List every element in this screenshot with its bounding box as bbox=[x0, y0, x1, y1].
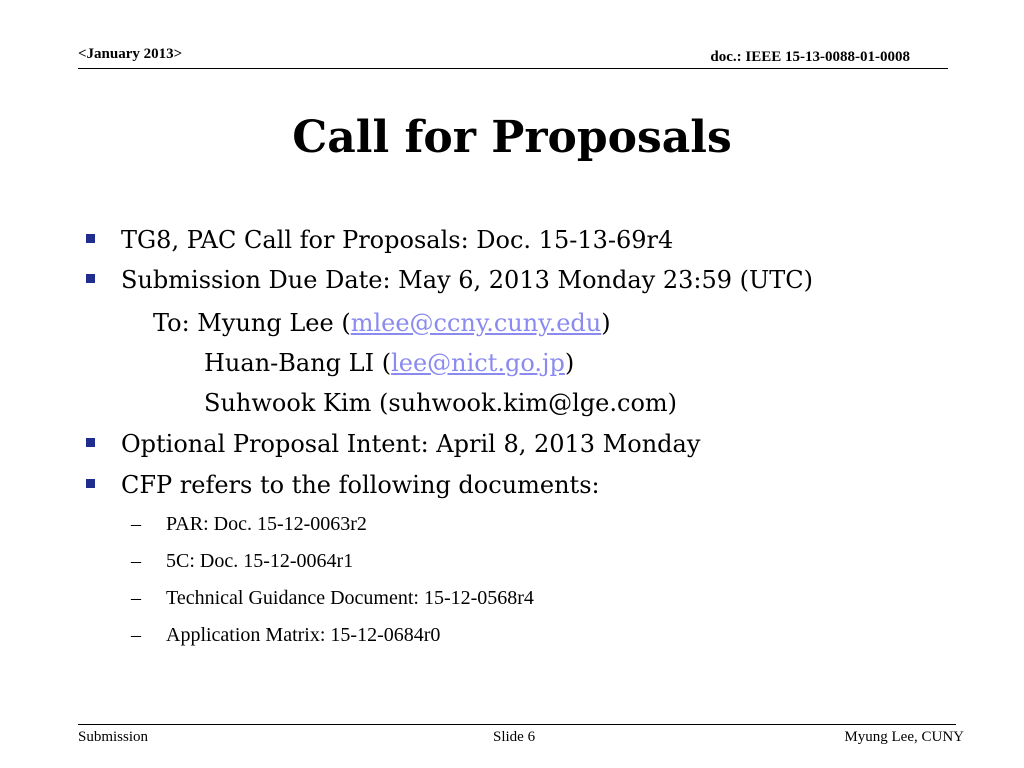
footer-author: Myung Lee, CUNY bbox=[844, 729, 964, 745]
recipient-1-suffix: ) bbox=[601, 309, 611, 337]
footer-slide-number: Slide 6 bbox=[493, 729, 536, 745]
bullet-item-proposal-intent: Optional Proposal Intent: April 8, 2013 Monday bbox=[121, 430, 701, 458]
bullet-item-proposals-doc: TG8, PAC Call for Proposals: Doc. 15-13-69r4 bbox=[121, 226, 674, 254]
recipient-1-email-link[interactable]: mlee@ccny.cuny.edu bbox=[350, 309, 602, 337]
sub-item-application-matrix: Application Matrix: 15-12-0684r0 bbox=[166, 624, 441, 646]
sub-item-5c: 5C: Doc. 15-12-0064r1 bbox=[166, 550, 354, 572]
bullet-item-due-date: Submission Due Date: May 6, 2013 Monday 23:59 (UTC) bbox=[121, 266, 813, 294]
recipient-line-2 bbox=[204, 348, 574, 378]
sub-item-par: PAR: Doc. 15-12-0063r2 bbox=[166, 513, 367, 535]
bullet-marker-4 bbox=[86, 479, 95, 488]
footer-submission: Submission bbox=[78, 729, 149, 745]
recipient-2-email-link[interactable]: lee@nict.go.jp bbox=[391, 349, 565, 377]
recipient-1-prefix: To: Myung Lee ( bbox=[153, 309, 351, 337]
bullet-marker-3 bbox=[86, 438, 95, 447]
header-doc-number: doc.: IEEE 15-13-0088-01-0008 bbox=[710, 49, 910, 65]
recipient-2-prefix: Huan-Bang LI ( bbox=[204, 349, 392, 377]
recipient-line-1 bbox=[153, 308, 611, 338]
header-date: <January 2013> bbox=[78, 46, 183, 62]
footer-divider bbox=[78, 724, 956, 725]
header-divider bbox=[78, 68, 948, 69]
bullet-marker-2 bbox=[86, 274, 95, 283]
slide-title: Call for Proposals bbox=[292, 112, 732, 163]
bullet-marker-1 bbox=[86, 234, 95, 243]
sub-item-technical-guidance: Technical Guidance Document: 15-12-0568r4 bbox=[166, 587, 534, 609]
bullet-item-cfp-documents: CFP refers to the following documents: bbox=[121, 471, 600, 499]
sub-dash-4: – bbox=[131, 624, 141, 646]
sub-dash-1: – bbox=[131, 513, 141, 535]
sub-dash-3: – bbox=[131, 587, 141, 609]
recipient-line-3: Suhwook Kim (suhwook.kim@lge.com) bbox=[204, 389, 678, 417]
sub-dash-2: – bbox=[131, 550, 141, 572]
recipient-2-suffix: ) bbox=[564, 349, 575, 377]
